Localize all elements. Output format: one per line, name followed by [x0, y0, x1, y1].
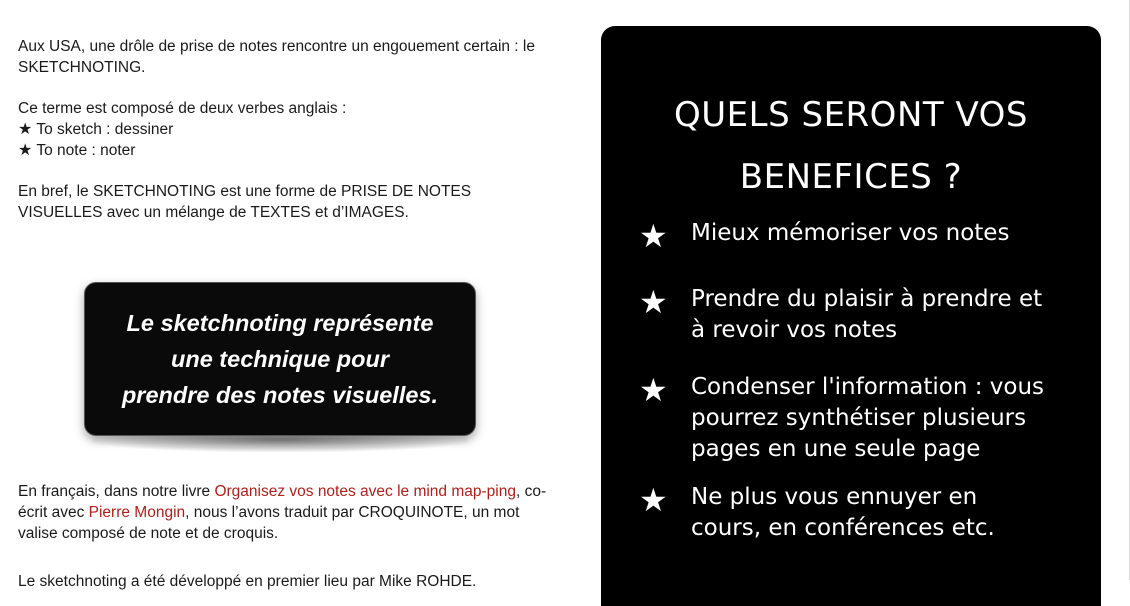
star-icon: ★ — [639, 283, 668, 321]
summary-paragraph: En bref, le SKETCHNOTING est une forme de PRISE DE NOTES VISUELLES avec un mélange de TEXTES et d’IMAGES. — [18, 183, 472, 221]
benefits-panel — [601, 26, 1101, 606]
article-column — [18, 36, 558, 223]
book-link[interactable]: Organisez vos notes avec le mind map-ping — [214, 483, 516, 500]
benefit-text: Prendre du plaisir à prendre et à revoir vos notes — [691, 286, 1043, 343]
star-icon: ★ — [639, 371, 668, 409]
benefit-text: Mieux mémoriser vos notes — [691, 220, 1010, 246]
quote-line: Le sketchnoting représente — [126, 310, 434, 336]
quote-box — [84, 282, 476, 436]
intro-paragraph: Aux USA, une drôle de prise de notes rencontre un engouement certain : le SKETCHNOTING. — [18, 38, 535, 76]
star-icon: ★ — [639, 481, 668, 519]
benefit-text: Ne plus vous ennuyer en cours, en conférences etc. — [691, 484, 995, 541]
benefit-text: Condenser l'information : vous pourrez synthétiser plusieurs pages en une seule page — [691, 374, 1045, 462]
verb-text: To note : noter — [36, 142, 136, 159]
star-icon: ★ — [18, 121, 33, 138]
author-link[interactable]: Pierre Mongin — [88, 504, 186, 521]
star-icon: ★ — [639, 217, 668, 255]
book-paragraph: En français, dans notre livre Organisez vos notes avec le mind map-ping, co-écrit avec Pierre Mongin, nous l’avons traduit par CROQUINOTE, un mot valise composé de note et de croquis. — [18, 483, 547, 542]
verb-item-note — [18, 140, 558, 161]
partial-paragraph: Le sketchnoting a été développé en premier lieu par Mike ROHDE. — [18, 573, 477, 590]
star-icon: ★ — [18, 142, 33, 159]
quote-callout — [84, 282, 476, 452]
quote-line: une technique pour — [170, 346, 390, 372]
verb-item-sketch — [18, 119, 558, 140]
quote-line: prendre des notes visuelles. — [121, 382, 439, 408]
verb-text: To sketch : dessiner — [36, 121, 174, 138]
benefits-title: QUELS SERONT VOS BENEFICES ? — [674, 95, 1028, 197]
definition-paragraph: Ce terme est composé de deux verbes anglais : — [18, 100, 347, 117]
